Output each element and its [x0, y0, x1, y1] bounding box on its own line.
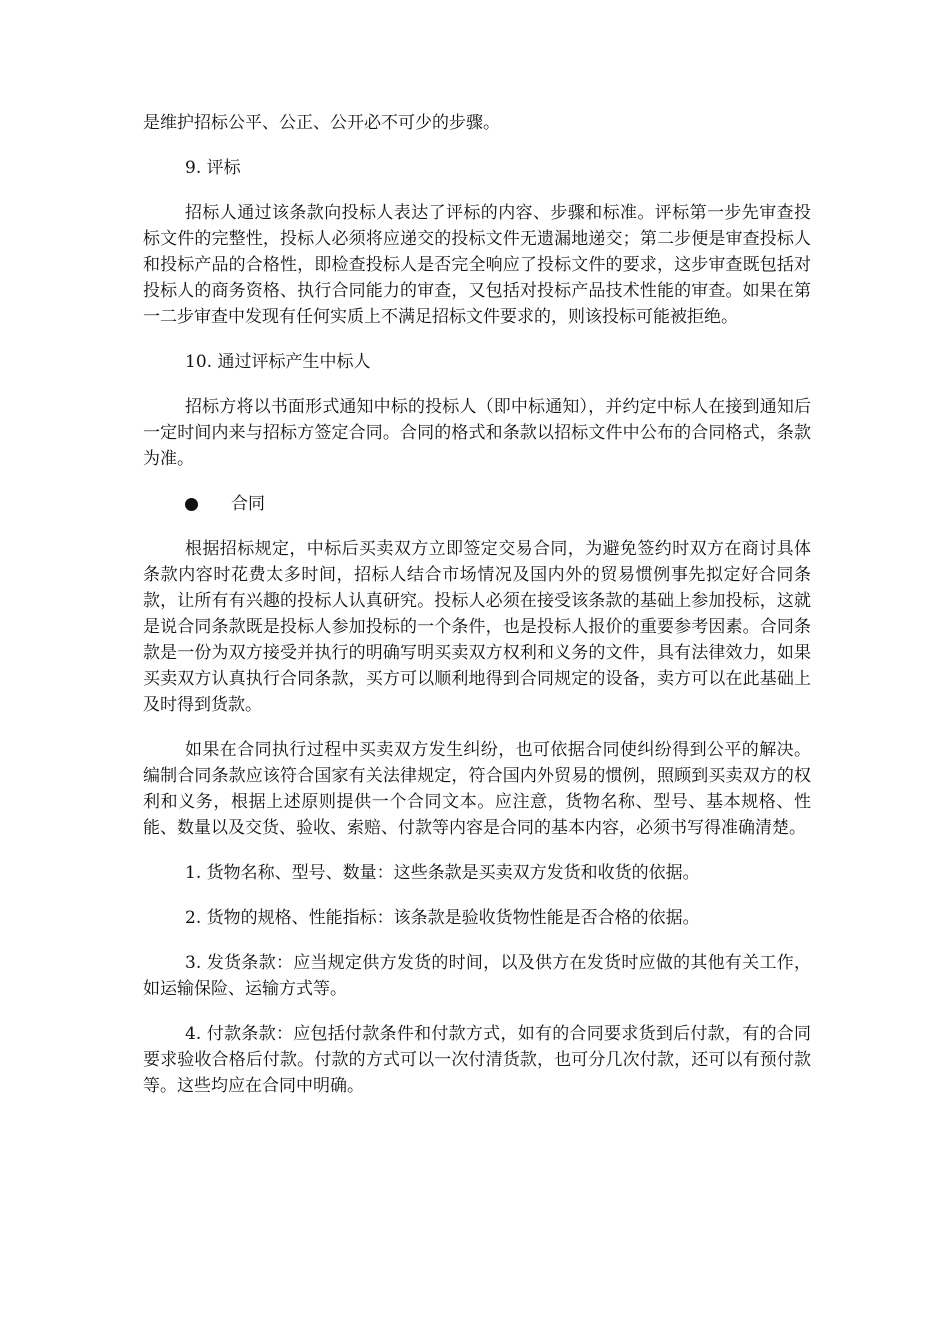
paragraph-evaluation: 招标人通过该条款向投标人表达了评标的内容、步骤和标准。评标第一步先审查投标文件的完整性，投标人必须将应递交的投标文件无遗漏地递交；第二步便是审查投标人和投标产品的合格性，即检查投标人是否完全响应了投标文件的要求，这步审查既包括对投标人的商务资格、执行合同能力的审查，又包括对投标产品技术性能的审查。如果在第一二步审查中发现有任何实质上不满足招标文件要求的，则该投标可能被拒绝。: [143, 203, 811, 327]
paragraph-contract-2: 如果在合同执行过程中买卖双方发生纠纷，也可依据合同使纠纷得到公平的解决。编制合同条款应该符合国家有关法律规定，符合国内外贸易的惯例，照顾到买卖双方的权利和义务，根据上述原则提供一个合同文本。应注意，货物名称、型号、基本规格、性能、数量以及交货、验收、索赔、付款等内容是合同的基本内容，必须书写得准确清楚。: [143, 740, 811, 838]
list-item-4: 4. 付款条款：应包括付款条件和付款方式，如有的合同要求货到后付款，有的合同要求验收合格后付款。付款的方式可以一次付清货款，也可分几次付款，还可以有预付款等。这些均应在合同中明确。: [143, 1024, 811, 1096]
list-item-2: 2. 货物的规格、性能指标：该条款是验收货物性能是否合格的依据。: [185, 908, 700, 928]
bullet-heading-contract: [143, 491, 811, 517]
paragraph-winning-bidder: 招标方将以书面形式通知中标的投标人（即中标通知），并约定中标人在接到通知后一定时间内来与招标方签定合同。合同的格式和条款以招标文件中公布的合同格式，条款为准。: [143, 397, 811, 469]
section-heading-9: 9. 评标: [185, 158, 241, 178]
list-item-1: 1. 货物名称、型号、数量：这些条款是买卖双方发货和收货的依据。: [185, 863, 700, 883]
document-page: [143, 110, 811, 1099]
paragraph-contract-1: 根据招标规定，中标后买卖双方立即签定交易合同，为避免签约时双方在商讨具体条款内容时花费太多时间，招标人结合市场情况及国内外的贸易惯例事先拟定好合同条款，让所有有兴趣的投标人认真研究。投标人必须在接受该条款的基础上参加投标，这就是说合同条款既是投标人参加投标的一个条件，也是投标人报价的重要参考因素。合同条款是一份为双方接受并执行的明确写明买卖双方权利和义务的文件，具有法律效力，如果买卖双方认真执行合同条款，买方可以顺利地得到合同规定的设备，卖方可以在此基础上及时得到货款。: [143, 539, 811, 715]
bullet-icon: [185, 498, 198, 511]
bullet-heading-label: 合同: [231, 494, 265, 514]
section-heading-10: 10. 通过评标产生中标人: [185, 352, 371, 372]
paragraph-intro: 是维护招标公平、公正、公开必不可少的步骤。: [143, 113, 500, 133]
list-item-3: 3. 发货条款：应当规定供方发货的时间，以及供方在发货时应做的其他有关工作，如运输保险、运输方式等。: [143, 953, 811, 999]
